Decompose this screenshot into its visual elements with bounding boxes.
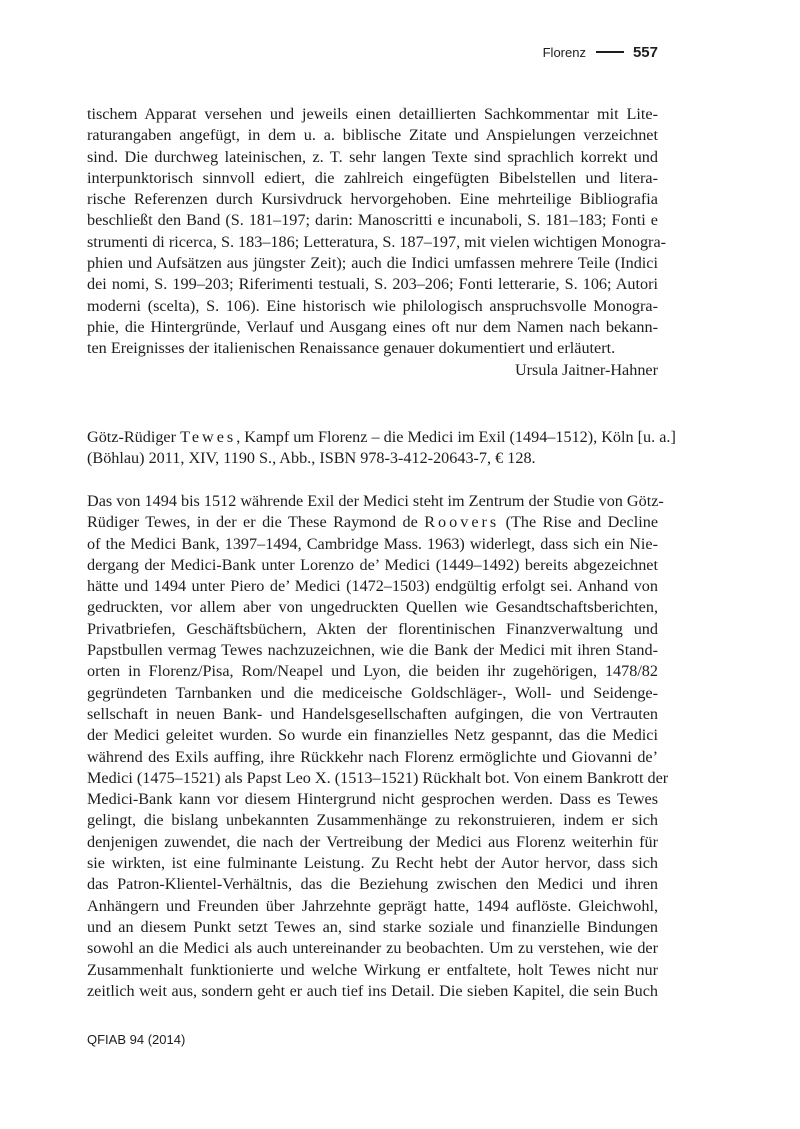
text-line: sowohl an die Medici als auch untereinander zu beobachten. Um zu verstehen, wie der: [87, 939, 658, 958]
text-line: und an diesem Punkt setzt Tewes an, sind starke soziale und finanzielle Bindungen: [87, 917, 658, 936]
text-line: Medici (1475–1521) als Papst Leo X. (1513–1521) Rückhalt bot. Von einem Bankrott der: [87, 768, 669, 787]
review-paragraph: [87, 491, 669, 1002]
review-paragraph: [87, 104, 667, 360]
author-last-name: Tewes: [180, 428, 237, 446]
review-continuation: [87, 104, 667, 381]
text-line: das Patron-Klientel-Verhältnis, das die Beziehung zwischen den Medici und ihren: [87, 875, 658, 894]
text-line: der Medici geleitet wurden. So wurde ein finanzielles Netz gespannt, das die Medici: [87, 726, 658, 745]
text-line: Zusammenhalt funktionierte und welche Wirkung er entfaltete, holt Tewes nicht nur: [87, 960, 658, 979]
text-line: phien und Aufsätzen aus jüngster Zeit); auch die Indici umfassen mehrere Teile (Indici: [87, 254, 658, 273]
text-line: gelingt, die bislang unbekannten Zusammenhänge zu rekonstruieren, indem er sich: [87, 811, 658, 830]
text-line: hätte und 1494 unter Piero de’ Medici (1472–1503) endgültig erfolgt sei. Anhand von: [87, 577, 658, 596]
text-line: dei nomi, S. 199–203; Riferimenti testuali, S. 203–206; Fonti letterarie, S. 106; Autori: [87, 275, 658, 294]
text-line: Privatbriefen, Geschäftsbüchern, Akten der florentinischen Finanzverwaltung und: [87, 619, 658, 638]
text-line: gegründeten Tarnbanken und die mediceische Goldschläger-, Woll- und Seidenge-: [87, 683, 658, 702]
text-line: ten Ereignisses der italienischen Renaissance genauer dokumentiert und erläutert.: [87, 339, 616, 358]
text-line: zeitlich weit aus, sondern geht er auch tief ins Detail. Die sieben Kapitel, die sein Buch: [87, 981, 658, 1000]
text-line: raturangaben angefügt, in dem u. a. biblische Zitate und Anspielungen verzeichnet: [87, 126, 658, 145]
text-line: dergang der Medici-Bank unter Lorenzo de’ Medici (1449–1492) bereits abgezeichnet: [87, 555, 658, 574]
citation-line: [87, 427, 676, 448]
text-line: sie wirkten, ist eine fulminante Leistung. Zu Recht hebt der Autor hervor, dass sich: [87, 854, 658, 873]
author-first-name: Götz-Rüdiger: [87, 428, 177, 446]
review-body: [87, 491, 669, 1002]
text-line: orten in Florenz/Pisa, Rom/Neapel und Lyon, die beiden ihr zugehörigen, 1478/82: [87, 662, 658, 681]
page-number: 557: [632, 43, 658, 61]
text-line: während des Exils auffing, ihre Rückkehr nach Florenz ermöglichte und Giovanni de’: [87, 747, 658, 766]
text-line: denjenigen zuwendet, die nach der Vertreibung der Medici aus Florenz weiterhin für: [87, 832, 658, 851]
citation-line: (Böhlau) 2011, XIV, 1190 S., Abb., ISBN 978-3-412-20643-7, € 128.: [87, 449, 536, 468]
journal-footer: QFIAB 94 (2014): [87, 1032, 186, 1047]
text-line: Das von 1494 bis 1512 währende Exil der Medici steht im Zentrum der Studie von Götz-: [87, 492, 664, 510]
book-citation: [87, 427, 676, 470]
text-line: sellschaft in neuen Bank- und Handelsgesellschaften aufgingen, die von Vertrauten: [87, 704, 658, 723]
text-line: Medici-Bank kann vor diesem Hintergrund nicht gesprochen werden. Dass es Tewes: [87, 790, 658, 809]
text-line: Papstbullen vermag Tewes nachzuzeichnen, wie die Bank der Medici mit ihren Stand-: [87, 641, 658, 660]
citation-title: , Kampf um Florenz – die Medici im Exil (1494–1512), Köln [u. a.]: [236, 428, 676, 446]
text-line: phie, die Hintergründe, Verlauf und Ausgang eines oft nur dem Namen nach bekann-: [87, 317, 658, 336]
running-header: [543, 40, 658, 64]
text-line: strumenti di ricerca, S. 183–186; Letteratura, S. 187–197, mit vielen wichtigen Monogra-: [87, 232, 667, 251]
text-line: interpunktorisch sinnvoll ediert, die zahlreich eingefügten Bibelstellen und litera-: [87, 168, 658, 187]
text-line: Anhängern und Freunden über Jahrzehnte geprägt hatte, 1494 auflöste. Gleichwohl,: [87, 896, 658, 915]
cited-author-name: Roovers: [424, 513, 500, 532]
text-line: rische Referenzen durch Kursivdruck hervorgehoben. Eine mehrteilige Bibliografia: [87, 190, 658, 209]
running-section-title: Florenz: [542, 44, 586, 60]
text-line: gedruckten, vor allem aber von ungedruckten Quellen wie Gesandtschaftsberichten,: [87, 598, 658, 617]
reviewer-signature: Ursula Jaitner-Hahner: [514, 360, 658, 379]
text-line: Rüdiger Tewes, in der er die These Raymond de Roovers (The Rise and Decline: [87, 513, 659, 532]
header-rule: [596, 51, 624, 54]
text-line: of the Medici Bank, 1397–1494, Cambridge Mass. 1963) widerlegt, dass sich ein Nie-: [87, 534, 658, 553]
text-line: beschließt den Band (S. 181–197; darin: Manoscritti e incunaboli, S. 181–183; Fonti e: [87, 211, 658, 230]
text-line: tischem Apparat versehen und jeweils einen detaillierten Sachkommentar mit Lite-: [87, 105, 658, 123]
text-line: moderni (scelta), S. 106). Eine historisch wie philologisch anspruchsvolle Monogra-: [87, 296, 658, 315]
text-line: sind. Die durchweg lateinischen, z. T. sehr langen Texte sind sprachlich korrekt und: [87, 147, 658, 166]
